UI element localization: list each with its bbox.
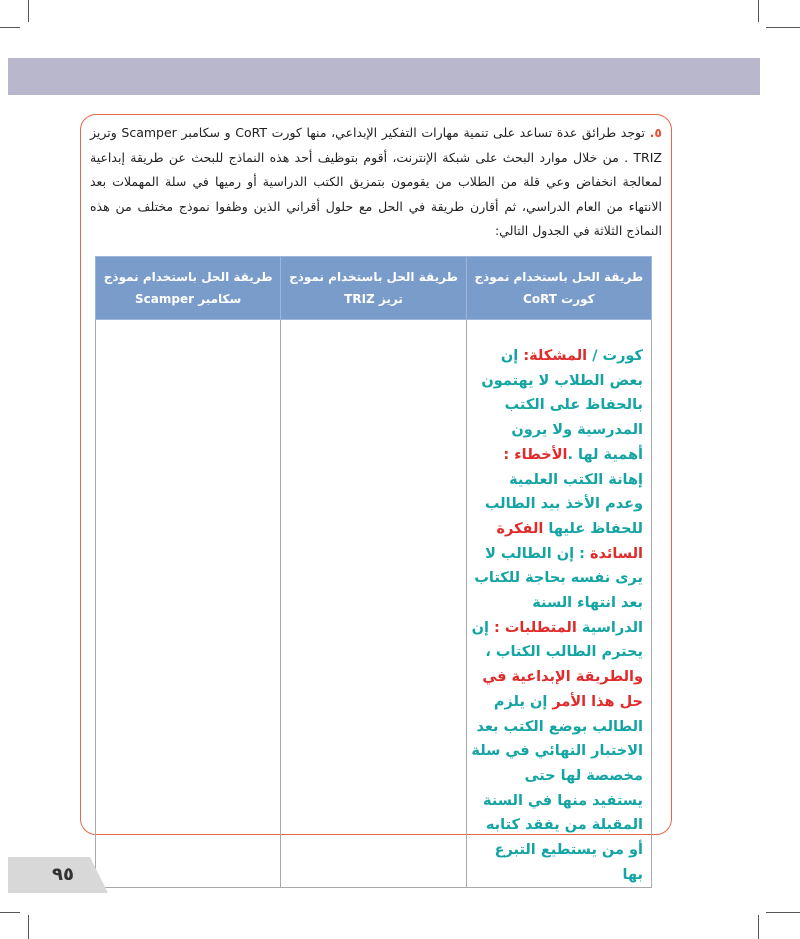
- answer-keyword: والطريقة الإبداعية في حل هذا الأمر: [482, 669, 643, 710]
- answer-text: إهانة الكتب العلمية وعدم الأخذ بيد الطالب للحفاظ عليها: [484, 471, 643, 537]
- cell-triz-answer[interactable]: [281, 320, 466, 888]
- page-number: ٩٥: [52, 864, 74, 885]
- handwritten-answer: [467, 320, 651, 887]
- answer-text: إن بعض الطلاب لا يهتمون بالحفاظ على الكتب المدرسية ولا يرون أهمية لها .: [481, 348, 643, 463]
- answer-keyword: المتطلبات :: [493, 619, 577, 636]
- crop-mark: [766, 27, 800, 28]
- cell-cort-answer[interactable]: [466, 320, 651, 888]
- answer-keyword: المشكلة:: [523, 348, 588, 364]
- cell-scamper-answer[interactable]: [96, 320, 281, 888]
- crop-mark: [0, 912, 20, 913]
- answer-keyword: الأخطاء :: [503, 446, 568, 463]
- answer-text: إن يحترم الطالب الكتاب ،: [471, 619, 643, 661]
- crop-mark: [766, 912, 800, 913]
- crop-mark: [28, 915, 29, 939]
- header-scamper: طريقة الحل باستخدام نموذج سكامبر Scamper: [96, 257, 281, 320]
- answer-text: إن يلزم الطالب بوضع الكتب بعد الاختبار النهائي في سلة مخصصة لها حتى يستفيد منها في السنة المقبلة من يفقد كتابه أو من يستطيع التبرع بها: [471, 693, 643, 883]
- answer-keyword: الفكرة السائدة: [496, 520, 643, 562]
- table-header-row: [96, 257, 652, 320]
- crop-mark: [0, 27, 20, 28]
- answer-text: : إن الطالب لا يرى نفسه بحاجة للكتاب بعد انتهاء السنة الدراسية: [474, 545, 643, 636]
- header-triz: طريقة الحل باستخدام نموذج تريز TRIZ: [281, 257, 466, 320]
- crop-mark: [28, 0, 29, 22]
- crop-mark: [758, 0, 759, 22]
- crop-mark: [758, 915, 759, 939]
- exercise-text: [90, 121, 662, 244]
- exercise-prompt: توجد طرائق عدة تساعد على تنمية مهارات التفكير الإبداعي، منها كورت CoRT و سكامبر Scamper وتريز TRIZ . من خلال موارد البحث على شبكة الإنترنت، أقوم بتوظيف أحد هذه النماذج للبحث عن طريقة إبداعية لمعالجة انخفاض وعي قلة من الطلاب من يقومون بتمزيق الكتب الدراسية أو رميها في سلة المهملات بعد الانتهاء من العام الدراسي، ثم أقارن طريقة في الحل مع حلول أقراني الذين وظفوا نموذج مختلف من هذه النماذج الثلاثة في الجدول التالي:: [90, 125, 662, 239]
- header-band: [8, 58, 760, 95]
- exercise-number: ٥.: [649, 125, 662, 140]
- table-row: [96, 320, 652, 888]
- header-cort: طريقة الحل باستخدام نموذج كورت CoRT: [466, 257, 651, 320]
- answer-text: كورت /: [587, 348, 643, 364]
- comparison-table: [95, 256, 652, 888]
